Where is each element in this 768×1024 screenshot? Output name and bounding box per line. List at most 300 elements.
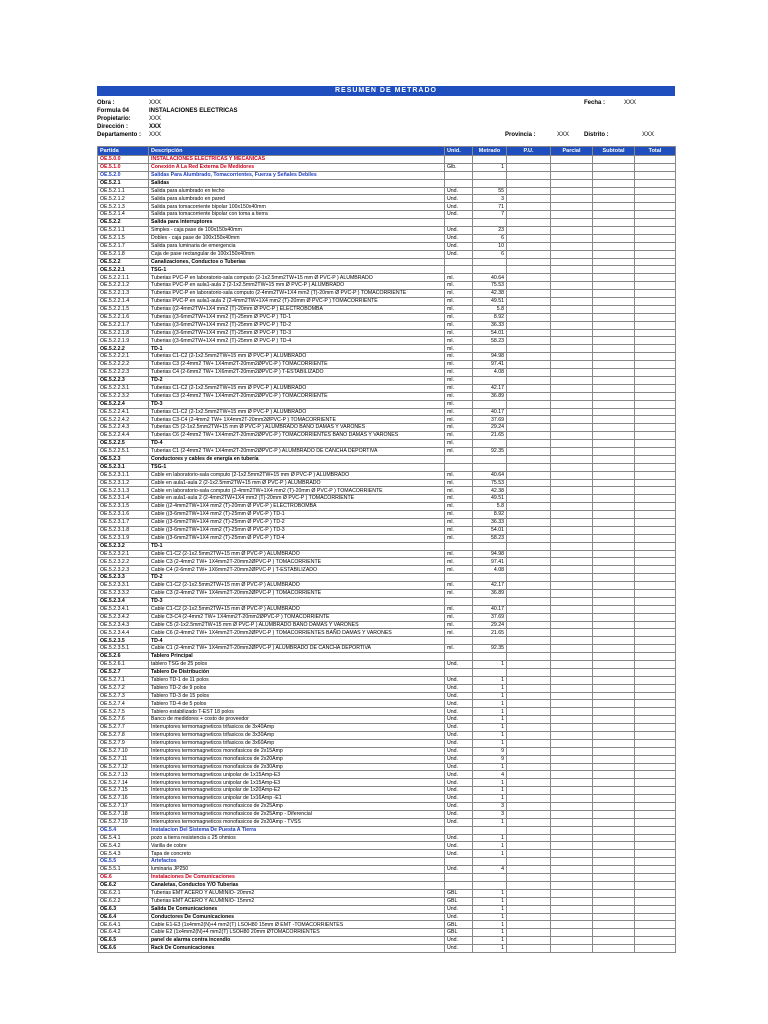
table-row	[98, 416, 676, 424]
sheet-title: RESUMEN DE METRADO	[97, 86, 675, 96]
metrado-cell	[473, 156, 507, 164]
partida-cell: OE.5.2.7.3	[98, 692, 149, 700]
departamento-label: Departamento :	[97, 132, 142, 138]
partida-cell: OE.5.2.2.1.5	[98, 305, 149, 313]
partida-cell: OE.5.2.7.16	[98, 795, 149, 803]
pu-cell	[507, 613, 551, 621]
parcial-cell	[551, 503, 593, 511]
parcial-cell	[551, 629, 593, 637]
total-cell	[635, 755, 676, 763]
pu-cell	[507, 850, 551, 858]
pu-cell	[507, 874, 551, 882]
pu-cell	[507, 526, 551, 534]
table-row	[98, 242, 676, 250]
unidad-cell: Und.	[445, 810, 473, 818]
partida-cell: OE.5.0.0	[98, 156, 149, 164]
parcial-cell	[551, 945, 593, 953]
partida-cell: OE.5.2.1.4	[98, 211, 149, 219]
partida-cell: OE.5.2.7.2	[98, 684, 149, 692]
table-row	[98, 526, 676, 534]
subtotal-cell	[593, 495, 635, 503]
total-cell	[635, 511, 676, 519]
parcial-cell	[551, 163, 593, 171]
subtotal-cell	[593, 298, 635, 306]
pu-cell	[507, 621, 551, 629]
descripcion-cell: Salida para alumbrado en techo	[149, 187, 445, 195]
total-cell	[635, 897, 676, 905]
table-row	[98, 771, 676, 779]
metrado-cell: 42.17	[473, 384, 507, 392]
unidad-cell: ml.	[445, 369, 473, 377]
descripcion-cell: Interruptores termomagneticos unipolar de 1x15Amp-E3	[149, 771, 445, 779]
descripcion-cell: Cable C4 (2-6mm2 TW+ 1X6mm2T-20mm2ØPVC-P ) T-ESTABILIZADO	[149, 566, 445, 574]
parcial-cell	[551, 550, 593, 558]
metrado-cell: 1	[473, 700, 507, 708]
partida-cell: OE.5.2.3.1.2	[98, 479, 149, 487]
pu-cell	[507, 700, 551, 708]
parcial-cell	[551, 211, 593, 219]
unidad-cell: GBL	[445, 897, 473, 905]
parcial-cell	[551, 834, 593, 842]
partida-cell: OE.5.4.3	[98, 850, 149, 858]
pu-cell	[507, 866, 551, 874]
unidad-cell: Glb.	[445, 163, 473, 171]
descripcion-cell: Cable ((3-6mm2TW+1X4 mm2 (T)-25mm Ø PVC-P ) TD-3	[149, 526, 445, 534]
total-cell	[635, 321, 676, 329]
parcial-cell	[551, 534, 593, 542]
pu-cell	[507, 369, 551, 377]
parcial-cell	[551, 353, 593, 361]
partida-cell: OE.5.2.2.1	[98, 266, 149, 274]
table-row	[98, 913, 676, 921]
descripcion-cell: Tuberias ((3-6mm2TW+1X4 mm2 (T)-25mm Ø PVC-P ) TD-4	[149, 337, 445, 345]
parcial-cell	[551, 424, 593, 432]
unidad-cell: ml.	[445, 534, 473, 542]
parcial-cell	[551, 653, 593, 661]
total-cell	[635, 637, 676, 645]
metrado-cell: 36.89	[473, 589, 507, 597]
metrado-cell: 40.17	[473, 408, 507, 416]
subtotal-cell	[593, 763, 635, 771]
subtotal-cell	[593, 250, 635, 258]
pu-cell	[507, 747, 551, 755]
pu-cell	[507, 905, 551, 913]
metrado-cell: 1	[473, 732, 507, 740]
metrado-cell	[473, 858, 507, 866]
unidad-cell	[445, 258, 473, 266]
pu-cell	[507, 321, 551, 329]
table-row	[98, 518, 676, 526]
total-cell	[635, 463, 676, 471]
metrado-cell	[473, 874, 507, 882]
pu-cell	[507, 684, 551, 692]
subtotal-cell	[593, 747, 635, 755]
parcial-cell	[551, 858, 593, 866]
metrado-cell: 1	[473, 724, 507, 732]
pu-cell	[507, 550, 551, 558]
parcial-cell	[551, 250, 593, 258]
parcial-cell	[551, 345, 593, 353]
total-cell	[635, 676, 676, 684]
unidad-cell: ml.	[445, 558, 473, 566]
pu-cell	[507, 779, 551, 787]
pu-cell	[507, 795, 551, 803]
unidad-cell: Und.	[445, 716, 473, 724]
pu-cell	[507, 913, 551, 921]
parcial-cell	[551, 826, 593, 834]
pu-cell	[507, 219, 551, 227]
pu-cell	[507, 810, 551, 818]
unidad-cell: Und.	[445, 708, 473, 716]
descripcion-cell: Interruptores termomagneticos monofasicos de 2x20Amp - TVSS	[149, 818, 445, 826]
total-cell	[635, 566, 676, 574]
metrado-cell	[473, 542, 507, 550]
parcial-cell	[551, 542, 593, 550]
metrado-cell: 1	[473, 708, 507, 716]
pu-cell	[507, 716, 551, 724]
metrado-cell: 6	[473, 250, 507, 258]
metrado-cell	[473, 440, 507, 448]
parcial-cell	[551, 803, 593, 811]
parcial-cell	[551, 566, 593, 574]
total-cell	[635, 195, 676, 203]
subtotal-cell	[593, 242, 635, 250]
metrado-cell: 1	[473, 905, 507, 913]
table-row	[98, 250, 676, 258]
distrito-value: XXX	[642, 132, 655, 138]
subtotal-cell	[593, 432, 635, 440]
partida-cell: OE.5.2.7.10	[98, 747, 149, 755]
pu-cell	[507, 487, 551, 495]
pu-cell	[507, 889, 551, 897]
parcial-cell	[551, 558, 593, 566]
unidad-cell: ml.	[445, 589, 473, 597]
descripcion-cell: Tuberias ((3-6mm2TW+1X4 mm2 (T)-25mm Ø PVC-P ) TD-3	[149, 329, 445, 337]
subtotal-cell	[593, 589, 635, 597]
subtotal-cell	[593, 400, 635, 408]
table-row	[98, 542, 676, 550]
metrado-cell: 55	[473, 187, 507, 195]
descripcion-cell: Tuberias C3 (2-4mm2 TW+ 1X4mm2T-20mm2ØPVC-P ) TOMACORRIENTE	[149, 361, 445, 369]
partida-cell: OE.5.4.2	[98, 842, 149, 850]
subtotal-cell	[593, 203, 635, 211]
descripcion-cell: Cable C1-C2 (2-1x2.5mm2TW+15 mm Ø PVC-P ) ALUMBRADO	[149, 582, 445, 590]
unidad-cell	[445, 597, 473, 605]
subtotal-cell	[593, 329, 635, 337]
descripcion-cell: Conductores De Comunicaciones	[149, 913, 445, 921]
metrado-cell	[473, 179, 507, 187]
subtotal-cell	[593, 558, 635, 566]
unidad-cell: ml.	[445, 384, 473, 392]
obra-value: XXX	[149, 100, 162, 106]
total-cell	[635, 163, 676, 171]
total-cell	[635, 739, 676, 747]
total-cell	[635, 874, 676, 882]
descripcion-cell: Interruptores termomagneticos trifasicos de 3x30Amp	[149, 732, 445, 740]
total-cell	[635, 700, 676, 708]
table-row	[98, 424, 676, 432]
parcial-cell	[551, 321, 593, 329]
metrado-cell	[473, 171, 507, 179]
pu-cell	[507, 290, 551, 298]
subtotal-cell	[593, 534, 635, 542]
unidad-cell	[445, 542, 473, 550]
metrado-cell: 3	[473, 195, 507, 203]
descripcion-cell: TSG-1	[149, 463, 445, 471]
table-row	[98, 534, 676, 542]
unidad-cell: Und.	[445, 763, 473, 771]
subtotal-cell	[593, 834, 635, 842]
total-cell	[635, 432, 676, 440]
metrado-cell: 1	[473, 684, 507, 692]
table-row	[98, 700, 676, 708]
partida-cell: OE.5.2.7.6	[98, 716, 149, 724]
unidad-cell	[445, 266, 473, 274]
partida-cell: OE.5.2.2.2.1	[98, 353, 149, 361]
metrado-cell	[473, 463, 507, 471]
partida-cell: OE.5.2.3.1.4	[98, 495, 149, 503]
unidad-cell: Und.	[445, 834, 473, 842]
descripcion-cell: Instalacion Del Sistema De Puesta A Tierra	[149, 826, 445, 834]
partida-cell: OE.5.2.7	[98, 668, 149, 676]
descripcion-cell: Cable ((2-4mm2TW+1X4 mm2 (T)-20mm Ø PVC-P ) ELECTROBOMBA	[149, 503, 445, 511]
metrado-cell: 8.92	[473, 313, 507, 321]
pu-cell	[507, 416, 551, 424]
parcial-cell	[551, 897, 593, 905]
metrado-cell	[473, 881, 507, 889]
pu-cell	[507, 242, 551, 250]
table-row	[98, 834, 676, 842]
descripcion-cell: Tuberias PVC-P en laboratorio-sala computo (2-1x2.5mm2TW+15 mm Ø PVC-P ) ALUMBRADO	[149, 274, 445, 282]
total-cell	[635, 495, 676, 503]
unidad-cell: ml.	[445, 487, 473, 495]
parcial-cell	[551, 795, 593, 803]
parcial-cell	[551, 645, 593, 653]
metrado-sheet	[97, 86, 675, 953]
table-row	[98, 550, 676, 558]
table-row	[98, 708, 676, 716]
metrado-cell: 8.92	[473, 511, 507, 519]
pu-cell	[507, 589, 551, 597]
descripcion-cell: Interruptores termomagneticos monofasicos de 2x15Amp	[149, 747, 445, 755]
total-cell	[635, 424, 676, 432]
partida-cell: OE.5.5	[98, 858, 149, 866]
descripcion-cell: Canalizaciones, Conductos o Tuberias	[149, 258, 445, 266]
unidad-cell: ml.	[445, 313, 473, 321]
descripcion-cell: Salidas Para Alumbrado, Tomacorrientes, Fuerza y Señales Debiles	[149, 171, 445, 179]
total-cell	[635, 850, 676, 858]
metrado-cell: 1	[473, 842, 507, 850]
parcial-cell	[551, 582, 593, 590]
unidad-cell	[445, 179, 473, 187]
total-cell	[635, 605, 676, 613]
partida-cell: OE.5.2.3.2.2	[98, 558, 149, 566]
metrado-cell: 29.24	[473, 424, 507, 432]
partida-cell: OE.6.5	[98, 937, 149, 945]
pu-cell	[507, 739, 551, 747]
metrado-cell: 1	[473, 818, 507, 826]
pu-cell	[507, 179, 551, 187]
partida-cell: OE.5.2.7.8	[98, 732, 149, 740]
descripcion-cell: TD-4	[149, 440, 445, 448]
metrado-cell: 94.98	[473, 550, 507, 558]
partida-cell: OE.5.2.2.4.1	[98, 408, 149, 416]
descripcion-cell: Tuberias PVC-P en aula1-aula 2 (2-4mm2TW+1X4 mm2 (T)-20mm Ø PVC-P ) TOMACORRIENTE	[149, 298, 445, 306]
table-row	[98, 582, 676, 590]
table-row	[98, 763, 676, 771]
total-cell	[635, 905, 676, 913]
total-cell	[635, 724, 676, 732]
descripcion-cell: Canaletas, Conductos Y/O Tuberias	[149, 881, 445, 889]
partida-cell: OE.5.2.7.7	[98, 724, 149, 732]
parcial-cell	[551, 511, 593, 519]
parcial-cell	[551, 274, 593, 282]
table-row	[98, 574, 676, 582]
unidad-cell: ml.	[445, 511, 473, 519]
subtotal-cell	[593, 708, 635, 716]
subtotal-cell	[593, 929, 635, 937]
unidad-cell: Und.	[445, 227, 473, 235]
parcial-cell	[551, 810, 593, 818]
total-cell	[635, 803, 676, 811]
metrado-cell: 92.35	[473, 645, 507, 653]
pu-cell	[507, 858, 551, 866]
unidad-cell: ml.	[445, 361, 473, 369]
table-row	[98, 684, 676, 692]
parcial-cell	[551, 621, 593, 629]
unidad-cell: Und.	[445, 937, 473, 945]
metrado-cell: 97.41	[473, 558, 507, 566]
unidad-cell: ml.	[445, 353, 473, 361]
parcial-cell	[551, 937, 593, 945]
pu-cell	[507, 432, 551, 440]
partida-cell: OE.5.2.7.18	[98, 810, 149, 818]
metrado-cell: 1	[473, 929, 507, 937]
partida-cell: OE.5.1.0	[98, 163, 149, 171]
subtotal-cell	[593, 361, 635, 369]
partida-cell: OE.5.2.3.3.1	[98, 582, 149, 590]
pu-cell	[507, 345, 551, 353]
total-cell	[635, 582, 676, 590]
descripcion-cell: Salida para luminaria de emergencia	[149, 242, 445, 250]
subtotal-cell	[593, 353, 635, 361]
pu-cell	[507, 708, 551, 716]
subtotal-cell	[593, 266, 635, 274]
unidad-cell: Und.	[445, 250, 473, 258]
partida-cell: OE.5.2.7.15	[98, 787, 149, 795]
subtotal-cell	[593, 810, 635, 818]
total-cell	[635, 400, 676, 408]
partida-cell: OE.5.2.3.4	[98, 597, 149, 605]
total-cell	[635, 274, 676, 282]
pu-cell	[507, 305, 551, 313]
pu-cell	[507, 668, 551, 676]
metrado-cell: 58.23	[473, 337, 507, 345]
total-cell	[635, 826, 676, 834]
total-cell	[635, 629, 676, 637]
subtotal-cell	[593, 732, 635, 740]
metrado-cell: 3	[473, 803, 507, 811]
table-row	[98, 511, 676, 519]
subtotal-cell	[593, 542, 635, 550]
table-row	[98, 605, 676, 613]
metrado-cell: 75.53	[473, 479, 507, 487]
parcial-cell	[551, 440, 593, 448]
table-row	[98, 203, 676, 211]
unidad-cell: ml.	[445, 440, 473, 448]
total-cell	[635, 471, 676, 479]
parcial-cell	[551, 866, 593, 874]
table-row	[98, 881, 676, 889]
subtotal-cell	[593, 258, 635, 266]
table-row	[98, 313, 676, 321]
subtotal-cell	[593, 771, 635, 779]
descripcion-cell: Cable ((3-6mm2TW+1X4 mm2 (T)-25mm Ø PVC-P ) TD-4	[149, 534, 445, 542]
partida-cell: OE.6.2	[98, 881, 149, 889]
descripcion-cell: TD-3	[149, 400, 445, 408]
partida-cell: OE.5.2.7.9	[98, 739, 149, 747]
pu-cell	[507, 881, 551, 889]
pu-cell	[507, 298, 551, 306]
total-cell	[635, 416, 676, 424]
unidad-cell: ml.	[445, 566, 473, 574]
unidad-cell	[445, 668, 473, 676]
parcial-cell	[551, 597, 593, 605]
metrado-cell: 1	[473, 676, 507, 684]
metrado-cell: 1	[473, 795, 507, 803]
unidad-cell: Und.	[445, 787, 473, 795]
unidad-cell: ml.	[445, 400, 473, 408]
unidad-cell: Und.	[445, 195, 473, 203]
pu-cell	[507, 203, 551, 211]
parcial-cell	[551, 416, 593, 424]
partida-cell: OE.5.2.7.13	[98, 771, 149, 779]
unidad-cell: Und.	[445, 234, 473, 242]
table-row	[98, 597, 676, 605]
pu-cell	[507, 676, 551, 684]
subtotal-cell	[593, 566, 635, 574]
table-row	[98, 432, 676, 440]
pu-cell	[507, 171, 551, 179]
partida-cell: OE.5.2.2.3.2	[98, 392, 149, 400]
total-cell	[635, 921, 676, 929]
subtotal-cell	[593, 921, 635, 929]
partida-cell: OE.5.2.3.1	[98, 463, 149, 471]
total-cell	[635, 621, 676, 629]
descripcion-cell: Tuberias C3-C4 (2-4mm2 TW+ 1X4mm2T-20mm2ØPVC-P ) TOMACORRIENTE	[149, 416, 445, 424]
unidad-cell: ml.	[445, 337, 473, 345]
parcial-cell	[551, 408, 593, 416]
descripcion-cell: Tuberias EMT ACERO Y ALUMINIO- 20mm2	[149, 889, 445, 897]
parcial-cell	[551, 266, 593, 274]
total-cell	[635, 810, 676, 818]
parcial-cell	[551, 637, 593, 645]
subtotal-cell	[593, 881, 635, 889]
pu-cell	[507, 582, 551, 590]
total-cell	[635, 313, 676, 321]
total-cell	[635, 250, 676, 258]
partida-cell: OE.5.2.2.2	[98, 345, 149, 353]
pu-cell	[507, 329, 551, 337]
metrado-cell: 9	[473, 755, 507, 763]
descripcion-cell: Interruptores termomagneticos unipolar de 1x16Amp -E1	[149, 795, 445, 803]
pu-cell	[507, 842, 551, 850]
total-cell	[635, 747, 676, 755]
subtotal-cell	[593, 668, 635, 676]
subtotal-cell	[593, 345, 635, 353]
partida-cell: OE.5.2.7.12	[98, 763, 149, 771]
metrado-cell	[473, 637, 507, 645]
